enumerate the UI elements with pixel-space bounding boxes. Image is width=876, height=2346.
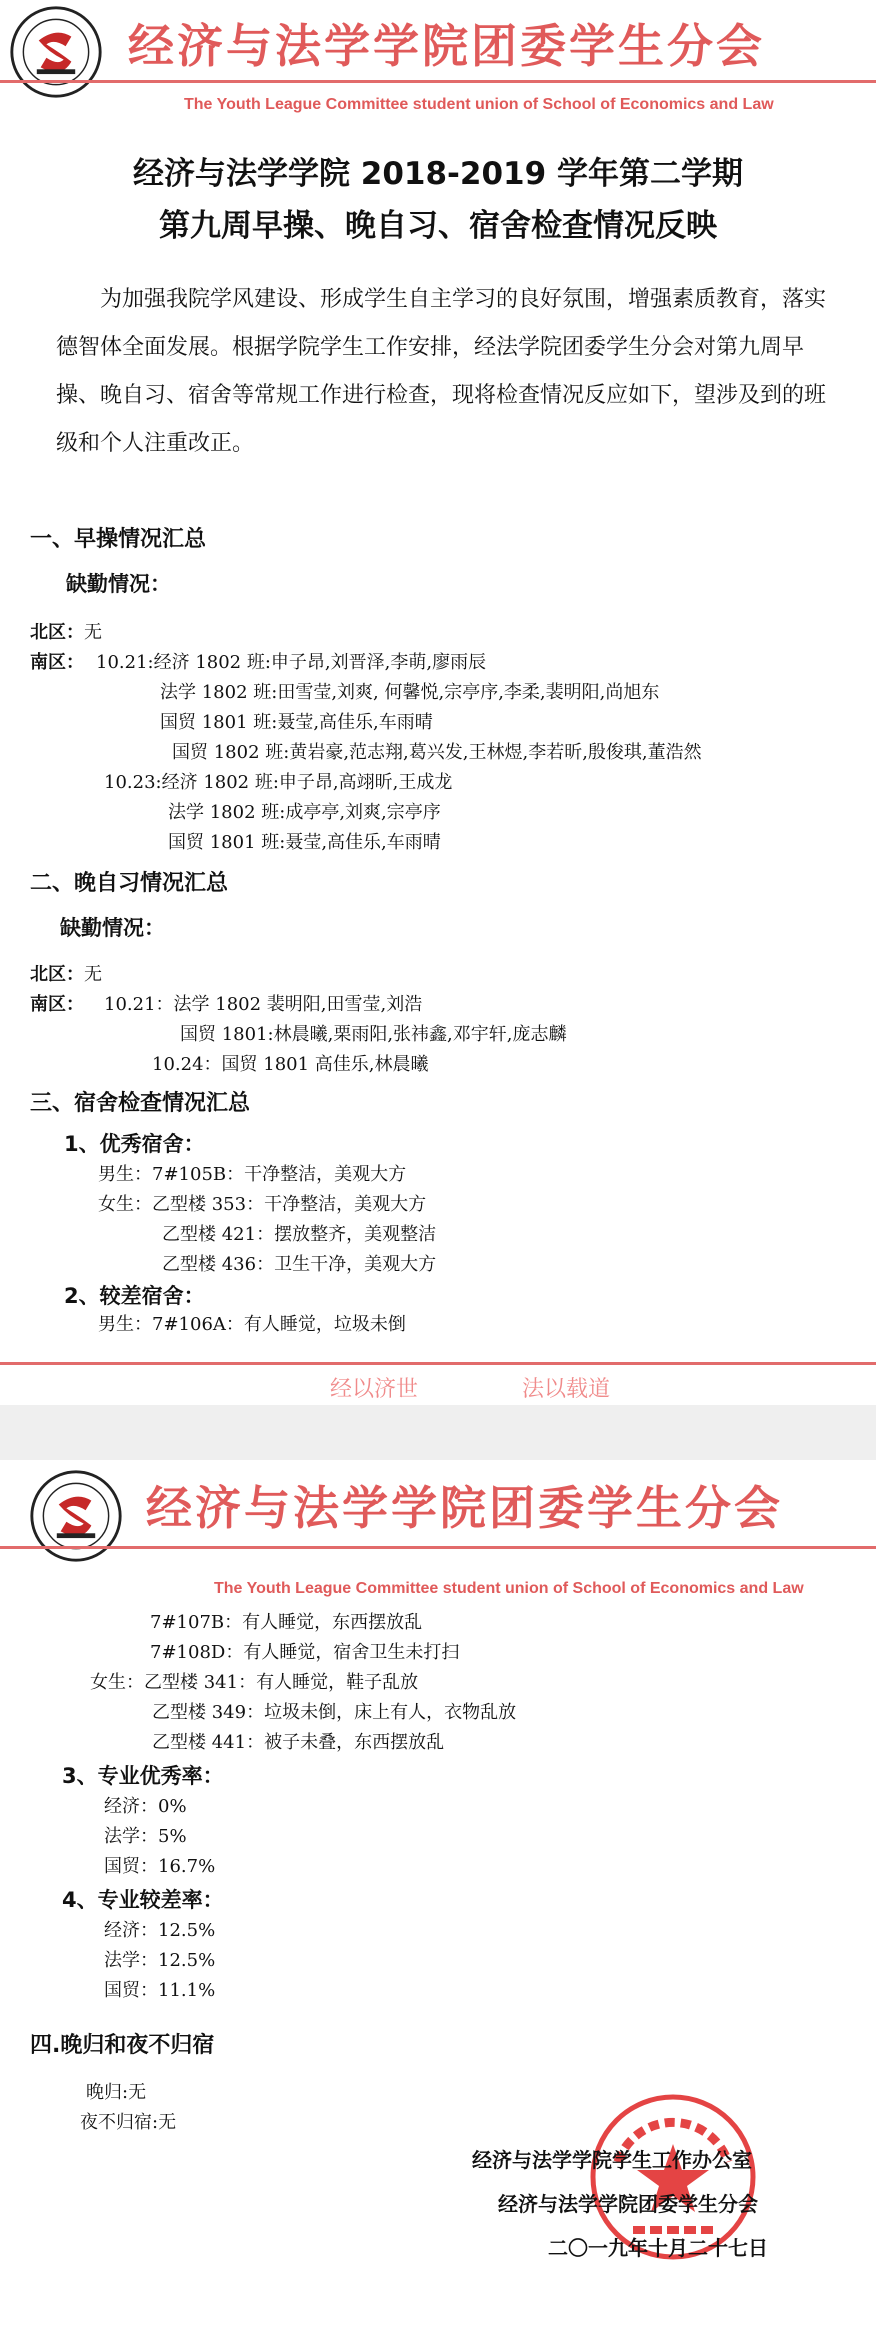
header-rule [0,80,876,83]
list-item: 国贸：11.1% [104,1980,216,2001]
major-excellent-title: 3、专业优秀率： [62,1764,224,1788]
document-title-line2: 第九周早操、晚自习、宿舍检查情况反映 [159,208,717,244]
list-item: 7#107B：有人睡觉，东西摆放乱 [150,1612,423,1633]
signature-union: 经济与法学学院团委学生分会 [498,2192,758,2216]
motto-left: 经以济世 [330,1377,419,1402]
good-dorm-title: 1、优秀宿舍： [64,1132,205,1156]
morning-south-label: 南区： [30,652,84,673]
header-title-cn: 经济与法学学院团委学生分会 [146,1481,783,1535]
header-title-en: The Youth League Committee student union of School of Economics and Law [214,1580,804,1597]
list-item: 法学 1802 班:田雪莹,刘爽, 何馨悦,宗亭序,李柔,裴明阳,尚旭东 [160,682,660,703]
evening-south-label: 南区： [30,994,84,1015]
footer-rule [0,1362,876,1365]
list-item: 国贸：16.7% [104,1856,216,1877]
list-item: 晚归:无 [86,2082,147,2103]
list-item: 法学：5% [104,1826,187,1847]
list-item: 10.21:经济 1802 班:申子昂,刘晋泽,李萌,廖雨辰 [96,652,487,673]
signature-office: 经济与法学学院学生工作办公室 [472,2148,752,2172]
list-item: 乙型楼 349：垃圾未倒，床上有人，衣物乱放 [152,1702,517,1723]
list-item: 10.23:经济 1802 班:申子昂,高翊昕,王成龙 [104,772,453,793]
list-item: 国贸 1801 班:聂莹,高佳乐,车雨晴 [168,832,441,853]
north-label: 北区： [30,622,84,643]
list-item: 男生：7#106A：有人睡觉，垃圾未倒 [98,1314,406,1335]
evening-north-row: 北区：无 [30,964,102,985]
header-title-cn: 经济与法学学院团委学生分会 [128,19,765,73]
header-rule [0,1546,876,1549]
signature-date: 二〇一九年十月二十七日 [548,2236,768,2260]
list-item: 女生：乙型楼 341：有人睡觉，鞋子乱放 [90,1672,419,1693]
north-value: 无 [84,622,102,643]
list-item: 国贸 1802 班:黄岩豪,范志翔,葛兴发,王林煜,李若昕,殷俊琪,董浩然 [172,742,702,763]
university-logo [8,4,104,100]
morning-absence-label: 缺勤情况： [66,572,171,596]
list-item: 男生：7#105B：干净整洁，美观大方 [98,1164,407,1185]
intro-paragraph: 为加强我院学风建设、形成学生自主学习的良好氛围，增强素质教育，落实德智体全面发展。根据学院学生工作安排，经法学院团委学生分会对第九周早操、晚自习、宿舍等常规工作进行检查，现将检查情况反应如下，望涉及到的班级和个人注重改正。 [56,287,827,456]
list-item: 7#108D：有人睡觉，宿舍卫生未打扫 [150,1642,460,1663]
morning-north-row [30,618,102,644]
list-item: 乙型楼 421：摆放整齐，美观整洁 [162,1224,437,1245]
list-item: 法学：12.5% [104,1950,216,1971]
list-item: 经济：12.5% [104,1920,216,1941]
bad-dorm-title: 2、较差宿舍： [64,1284,205,1308]
list-item: 乙型楼 441：被子未叠，东西摆放乱 [152,1732,445,1753]
list-item: 法学 1802 班:成亭亭,刘爽,宗亭序 [168,802,441,823]
list-item: 国贸 1801:林晨曦,栗雨阳,张祎鑫,邓宇轩,庞志麟 [180,1024,567,1045]
document-title-line1: 经济与法学学院 2018-2019 学年第二学期 [132,156,743,192]
page-separator [0,1405,876,1460]
list-item: 国贸 1801 班:聂莹,高佳乐,车雨晴 [160,712,433,733]
header-title-en: The Youth League Committee student union of School of Economics and Law [184,96,774,113]
list-item: 经济：0% [104,1796,187,1817]
section-late-return-title: 四.晚归和夜不归宿 [30,2033,215,2058]
document-page-2 [0,1460,876,2346]
list-item: 夜不归宿:无 [80,2112,177,2133]
list-item: 女生：乙型楼 353：干净整洁，美观大方 [98,1194,427,1215]
motto-right: 法以载道 [522,1377,611,1402]
university-logo [28,1468,124,1564]
major-poor-title: 4、专业较差率： [62,1888,224,1912]
evening-absence-label: 缺勤情况： [60,916,165,940]
section-evening-study-title: 二、晚自习情况汇总 [30,871,229,896]
section-morning-exercise-title: 一、早操情况汇总 [30,527,207,552]
list-item: 乙型楼 436：卫生干净，美观大方 [162,1254,437,1275]
list-item: 10.24：国贸 1801 高佳乐,林晨曦 [152,1054,429,1075]
list-item: 10.21：法学 1802 裴明阳,田雪莹,刘浩 [104,994,423,1015]
section-dorm-title: 三、宿舍检查情况汇总 [30,1091,251,1116]
